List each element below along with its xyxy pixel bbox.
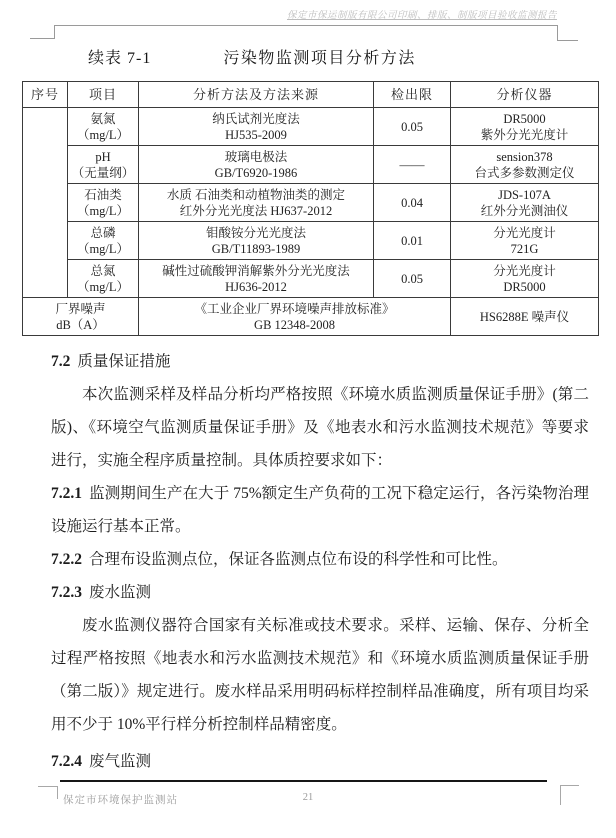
section-heading-text: 废水监测 bbox=[89, 584, 152, 601]
table-row bbox=[23, 146, 599, 184]
item-cell: 总氮 （mg/L） bbox=[68, 260, 139, 298]
col-header-method: 分析方法及方法来源 bbox=[139, 82, 374, 108]
footer-organization: 保定市环境保护监测站 bbox=[63, 795, 178, 806]
instrument-cell: JDS-107A 红外分光测油仪 bbox=[451, 184, 599, 222]
body-text bbox=[51, 345, 589, 778]
section-heading-7-2-4 bbox=[51, 745, 589, 778]
method-cell: 碱性过硫酸钾消解紫外分光光度法 HJ636-2012 bbox=[139, 260, 374, 298]
method-cell: 钼酸铵分光光度法 GB/T11893-1989 bbox=[139, 222, 374, 260]
table-row bbox=[23, 260, 599, 298]
table-row-noise bbox=[23, 298, 599, 336]
col-header-seq: 序号 bbox=[23, 82, 68, 108]
item-cell: 氨氮 （mg/L） bbox=[68, 108, 139, 146]
paragraph-qa-intro: 本次监测采样及样品分析均严格按照《环境水质监测质量保证手册》(第二版)、《环境空气监测质量保证手册》及《地表水和污水监测技术规范》等要求进行，实施全程序质量控制。具体质控要求如下： bbox=[51, 386, 589, 469]
item-cell: 石油类 （mg/L） bbox=[68, 184, 139, 222]
footer-page-number: 21 bbox=[302, 792, 314, 803]
header-watermark: 保定市保运制版有限公司印刷、排版、制版项目验收监测报告 bbox=[286, 11, 557, 21]
section-text: 合理布设监测点位，保证各监测点位布设的科学性和可比性。 bbox=[89, 551, 508, 568]
section-number: 7.2.1 bbox=[51, 485, 82, 502]
section-heading-7-2 bbox=[51, 345, 589, 378]
noise-method-cell: 《工业企业厂界环境噪声排放标准》 GB 12348-2008 bbox=[139, 298, 451, 336]
table-row bbox=[23, 222, 599, 260]
instrument-cell: sension378 台式多参数测定仪 bbox=[451, 146, 599, 184]
analysis-methods-table bbox=[22, 81, 599, 336]
limit-cell: 0.05 bbox=[374, 108, 451, 146]
item-cell: pH （无量纲） bbox=[68, 146, 139, 184]
header-rule bbox=[55, 25, 557, 26]
table-header-row bbox=[23, 82, 599, 108]
section-7-2-2 bbox=[51, 543, 589, 576]
item-cell: 总磷 （mg/L） bbox=[68, 222, 139, 260]
table-continuation-label: 续表 7-1 bbox=[88, 50, 152, 67]
section-number: 7.2.4 bbox=[51, 753, 82, 770]
section-number: 7.2.2 bbox=[51, 551, 82, 568]
table-row bbox=[23, 108, 599, 146]
limit-cell: 0.04 bbox=[374, 184, 451, 222]
col-header-item: 项目 bbox=[68, 82, 139, 108]
limit-cell: —— bbox=[374, 146, 451, 184]
col-header-instrument: 分析仪器 bbox=[451, 82, 599, 108]
method-cell: 纳氏试剂光度法 HJ535-2009 bbox=[139, 108, 374, 146]
noise-instrument-cell: HS6288E 噪声仪 bbox=[451, 298, 599, 336]
table-row bbox=[23, 184, 599, 222]
seq-merged-cell bbox=[23, 108, 68, 298]
section-heading-text: 质量保证措施 bbox=[77, 353, 171, 370]
frame-corner-top-right bbox=[557, 25, 578, 41]
noise-item-cell: 厂界噪声 dB（A） bbox=[23, 298, 139, 336]
frame-corner-top-left bbox=[30, 25, 55, 39]
section-heading-text: 废气监测 bbox=[89, 753, 152, 770]
limit-cell: 0.05 bbox=[374, 260, 451, 298]
col-header-limit: 检出限 bbox=[374, 82, 451, 108]
instrument-cell: 分光光度计 DR5000 bbox=[451, 260, 599, 298]
section-number: 7.2 bbox=[51, 353, 71, 370]
section-7-2-1 bbox=[51, 477, 589, 543]
footer-rule bbox=[60, 780, 547, 782]
table-title: 污染物监测项目分析方法 bbox=[223, 50, 416, 67]
instrument-cell: 分光光度计 721G bbox=[451, 222, 599, 260]
method-cell: 玻璃电极法 GB/T6920-1986 bbox=[139, 146, 374, 184]
limit-cell: 0.01 bbox=[374, 222, 451, 260]
section-heading-7-2-3 bbox=[51, 576, 589, 609]
section-number: 7.2.3 bbox=[51, 584, 82, 601]
section-text: 监测期间生产在大于 75%额定生产负荷的工况下稳定运行，各污染物治理设施运行基本正常。 bbox=[51, 485, 589, 535]
instrument-cell: DR5000 紫外分光光度计 bbox=[451, 108, 599, 146]
method-cell: 水质 石油类和动植物油类的测定 红外分光光度法 HJ637-2012 bbox=[139, 184, 374, 222]
paragraph-wastewater: 废水监测仪器符合国家有关标准或技术要求。采样、运输、保存、分析全过程严格按照《地表水和污水监测技术规范》和《环境水质监测质量保证手册（第二版）》规定进行。废水样品采用明码标样控制样品准确度，所有项目均采用不少于 10%平行样分析控制样品精密度。 bbox=[51, 617, 589, 733]
